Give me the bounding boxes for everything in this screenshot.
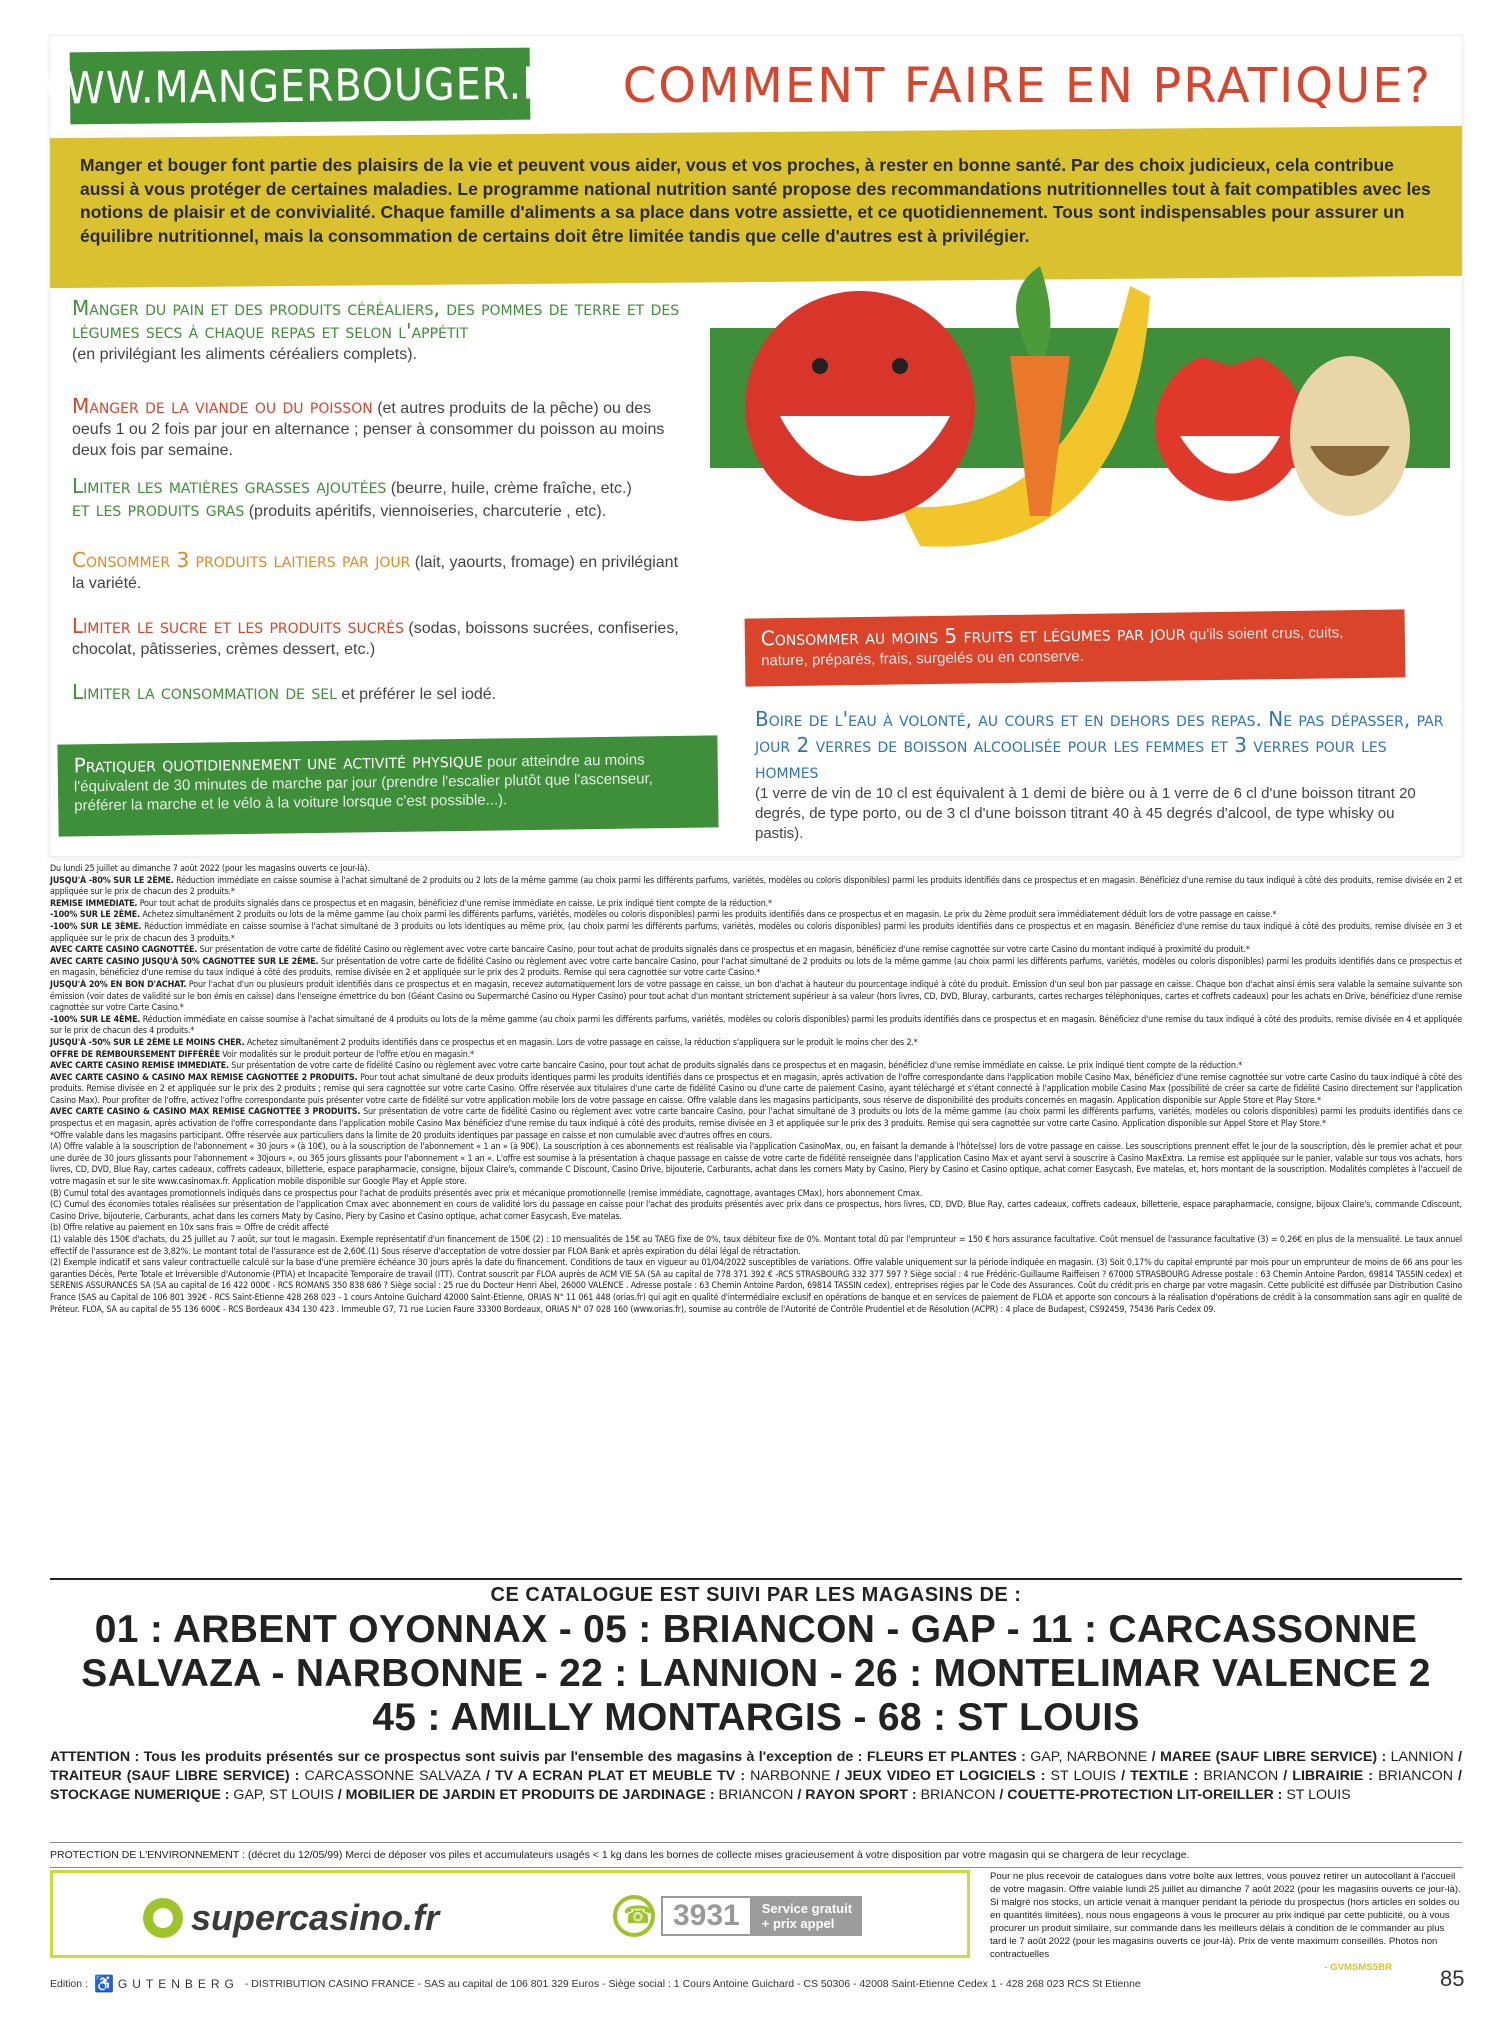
rule-heading-2: et les produits gras [72,497,245,521]
legal-text: (1) valable dès 150€ d'achats, du 25 juillet au 7 août, sur tout le magasin. Exemple représentatif d'un financement de 150€ (2) : 10 mensualités de 15€ au TAEG fixe de 0%, taux débiteur fixe de 0%. Montant total dû par l'emprunteur = 150 € hors assurance facultative. Coût mensuel de l'assurance facultative (3) = 0,26€ en plus de la mensualité. Le taux annuel effectif de l'assurance est de 3,82%. Le montant total de l'assurance est de 2,60€.(1) Sous réserve d'acceptation de votre dossier par FLOA Bank et après expiration du délai légal de rétractation. [50,1235,1462,1257]
supercasino-website: supercasino.fr [191,1897,440,1938]
legal-offer-title: AVEC CARTE CASINO JUSQU'À 50% CAGNOTTEE SUR LE 2ÈME. [50,956,319,967]
legal-text: Sur présentation de votre carte de fidélité Casino ou règlement avec votre carte bancaire Casino, pour tout achat de produits signalés dans ce prospectus et en magasin, bénéficiez d'une remise immédiate en caisse. Le prix indiqué tient compte de la réduction.* [228,1061,1243,1072]
legal-paragraph [50,1038,1462,1050]
legal-terms [50,864,1462,1316]
five-a-day-box [745,609,1406,686]
legal-paragraph [50,1258,1462,1316]
gutenberg-icon: ♿ [93,1976,114,1993]
rule-sugar [72,616,692,660]
page-number: 85 [1440,1966,1465,1991]
exception-department: RAYON SPORT [805,1787,908,1803]
edition-text: - DISTRIBUTION CASINO FRANCE - SAS au capital de 106 801 329 Euros - Siège social : 1 Cours Antoine Guichard - CS 50306 - 42008 Saint-Etienne Cedex 1 - 428 268 023 RCS St Etienne [244,1978,1141,1990]
legal-text: Sur présentation de votre carte de fidélité Casino ou règlement avec votre carte bancaire Casino, pour l'achat simultané de 2 produits ou lots de la même gamme (au choix parmi les différents parfums, variétés, modèles ou coloris disponibles) parmi les produits identifiés dans ce prospectus et en magasin, bénéficiez d'une remise du taux indiqué à côté des produits, remise divisée en 2 et appliquée sur le prix des 2 produits. Remise qui sera cagnottée sur votre carte Casino.* [50,956,1463,979]
legal-paragraph [50,1131,1462,1143]
apple-eye [812,358,828,374]
rule-body: et préférer le sel iodé. [341,686,497,703]
exception-stores: BRIANCON [920,1787,996,1803]
rule-heading: Manger de la viande ou du poisson [72,394,373,418]
activity-heading: Pratiquer quotidiennement une activité physique [73,747,484,778]
stores-line: 45 : AMILLY MONTARGIS - 68 : ST LOUIS [372,1696,1140,1739]
five-a-day-body: qu'ils soient crus, cuits, nature, préparés, frais, surgelés ou en conserve. [761,624,1344,670]
legal-text: Pour l'achat d'un ou plusieurs produit identifiés dans ce prospectus et en magasin, recevez automatiquement lors de votre passage en caisse, un bon d'achat à hauteur du pourcentage indiqué à côté du produit. Emission d'un seul bon par passage en caisse. Chaque bon d'achat ainsi émis sera valable la semaine suivante son émission (voir dates de validité sur le bon émis en caisse) dans l'enseigne émettrice du bon (Géant Casino ou Supermarché Casino ou Hyper Casino) pour tout achat d'un montant strictement supérieur à sa valeur (hors livres, CD, DVD, Bluray, carburants, cartes recharges téléphoniques, cartes et coffrets cadeaux) pour les achats en Drive, bénéficiez d'une remise cagnottée sur votre Carte Casino.* [50,979,1462,1014]
activity-body: pour atteindre au moins l'équivalent de 30 minutes de marche par jour (prendre l'escalier plutôt que l'ascenseur, préférer la marche et le vélo à la voiture lorsque c'est possible...). [73,751,653,815]
exception-stores: BRIANCON [718,1787,794,1803]
intro-text: Manger et bouger font partie des plaisirs de la vie et peuvent vous aider, vous et vos proches, à rester en bonne santé. Par des choix judicieux, cela contribue aussi à vous protéger de certaines maladies. Le programme national nutrition santé propose des recommandations nutritionnelles tout à fait compatibles avec les notions de plaisir et de convivialité. Chaque famille d'aliments a sa place dans votre assiette, et ce quotidiennement. Tous sont indispensables pour assurer un équilibre nutritionnel, mais la consommation de certains doit être limitée tandis que celle d'autres est à privilégier. [80,155,1431,246]
exception-stores: GAP, NARBONNE [1030,1749,1148,1765]
rule-heading: Limiter le sucre et les produits sucrés [72,614,404,638]
water-heading: Boire de l'eau à volonté, au cours et en dehors des repas. Ne pas dépasser, par jour 2 verres de boisson alcoolisée pour les femmes et 3 verres pour les hommes [755,707,1444,783]
promo-note [990,1870,1462,1974]
legal-offer-title: JUSQU'À -80% SUR LE 2ÈME. [50,875,174,886]
rule-body-2: (produits apéritifs, viennoiseries, charcuterie , etc). [248,503,607,520]
rule-heading: Limiter la consommation de sel [72,680,337,704]
legal-offer-title: AVEC CARTE CASINO & CASINO MAX REMISE CAGNOTTEE 2 PRODUITS. [50,1072,358,1083]
mangerbouger-banner[interactable]: WWW.MANGERBOUGER.FR [70,48,531,125]
legal-offer-title: REMISE IMMEDIATE. [50,898,138,909]
legal-text: Achetez simultanément 2 produits ou lots de la même gamme (au choix parmi les différents parfums, variétés, modèles ou coloris disponibles) parmi les produits identifiés dans ce prospectus et en magasin. Le prix du 2ème produit sera immédiatement déduit lors de votre passage en caisse.* [140,910,1277,921]
legal-text: (C) Cumul des économies totales réalisées sur présentation de l'application Cmax avec abonnement en cours de validité lors du passage en caisse pour l'achat des produits présentés avec prix dans ce prospectus, hors livres, CD, DVD, Blue Ray, cartes cadeaux, coffrets cadeaux, billetterie, espace parapharmacie, consigne, bijoux Claire's, commande Cdiscount, Casino Drive, bijouterie, Carburants, achat dans les corners Maty by Casino, Piery by Casino et Casino optique, achat corner Easycash, Eve matelas. [50,1200,1462,1222]
legal-text: (2) Exemple indicatif et sans valeur contractuelle calculé sur la base d'une première échéance 30 jours après la date du financement. Conditions de taux en vigueur au 01/04/2022 susceptibles de variations. Offre valable uniquement sur la période indiquée en magasin. (3) Soit 0,17% du capital emprunté par mois pour un emprunteur de moins de 66 ans pour les garanties Décès, Perte Totale et Irréversible d'Autonomie (PTIA) et Incapacité Temporaire de travail (ITT). Contrat souscrit par FLOA auprès de ACM VIE SA (SA au capital de 778 371 392 € -RCS STRASBOURG 332 377 597 ? Siège social : 4 rue Frédéric-Guillaume Raiffeisen ? 67000 STRASBOURG Adresse postale : 63 Chemin Antoine Pardon, 69814 TASSIN cedex) et SERENIS ASSURANCES SA (SA au capital de 16 422 000€ - RCS ROMANS 350 838 686 ? Siège social : 25 rue du Docteur Henri Abel, 26000 VALENCE . Adresse postale : 63 Chemin Antoine Pardon, 69814 TASSIN cedex), entreprises régies par le Code des Assurances. Coût du crédit pris en charge par votre magasin. Cette publicité est diffusée par Distribution Casino France (SAS au Capital de 106 801 392€ - RCS Saint-Etienne 428 268 023 - 1 cours Antoine Guichard 42000 Saint-Etienne, ORIAS N° 11 061 448 (orias.fr) qui agit en qualité d'intermédiaire exclusif en opérations de banque et en services de paiement de FLOA et apporte son concours à la réalisation d'opérations de crédit à la consommation sans agir en qualité de Prêteur. FLOA, SA au capital de 55 136 600€ - RCS Bordeaux 434 130 423 . Immeuble G7, 71 rue Lucien Faure 33300 Bordeaux, ORIAS N° 07 028 160 (www.orias.fr), soumise au contrôle de l'Autorité de Contrôle Prudentiel et de Résolution (ACPR) : 4 place de Budapest, CS92459, 75436 Paris Cedex 09. [50,1258,1462,1315]
legal-text: (B) Cumul total des avantages promotionnels indiqués dans ce prospectus pour l'achat de produits présentés avec prix et mécanique promotionnelle (remise immédiate, cagnottage, avantages CMax), hors abonnement Cmax. [50,1188,923,1199]
legal-text: Sur présentation de votre carte de fidélité Casino ou règlement avec votre carte bancaire Casino, pour tout achat de produits signalés dans ce prospectus et en magasin, bénéficiez d'une remise cagnottée sur votre carte Casino du montant indiqué à proximité du produit.* [197,945,1250,956]
supercasino-icon [143,1898,183,1938]
exception-department: MAREE (SAUF LIBRE SERVICE) [1159,1749,1378,1765]
rule-fats [72,476,712,522]
exception-stores: ST LOUIS [1050,1768,1117,1784]
phone-number: 3931 [661,1896,752,1936]
legal-text: Pour tout achat simultané de deux produits identiques parmi les produits identifiés dans ce prospectus et en magasin, après activation de l'offre correspondante dans l'application mobile Casino Max, bénéficiez d'une remise cagnottée sur votre carte Casino du taux indiqué à côté des produits. Remise divisée en 2 et appliquée sur le prix des 2 produits ; remise qui sera cagnottée sur votre carte Casino. Offre réservée aux titulaires d'une carte de fidélité Casino ou d'une carte de paiement Casino, ayant téléchargé et s'étant connecté à l'application mobile Casino Max (possibilité de créer sa carte de fidélité Casino directement sur l'application Casino Max). Pour profiter de l'offre, activez l'offre correspondante puis présenter votre carte de fidélité sur votre application mobile lors de votre passage en caisse. Offre valable dans les magasins participants, sous réserve de disponibilité des produits concernés en magasin. Application disponible sur Apple Store et Play Store.* [50,1072,1462,1106]
legal-text: (A) Offre valable à la souscription de l'abonnement « 30 jours » (à 10€), ou à la souscription de l'abonnement « 1 an » (à 90€). La souscription à ces abonnements est réalisable via l'application CasinoMax, ou, en faisant la demande à l'hôte(sse) lors de votre passage en caisse. Les souscriptions prennent effet le jour de la souscription, dès le premier achat et pour une durée de 30 jours glissants pour l'abonnement « 30jours », ou 365 jours glissants pour l'abonnement « 1 an ». L'offre est soumise à la présentation à chaque passage en caisse de votre carte de fidélité renseignée dans l'application Casino Max et ayant servi à souscrire à Casino MaxExtra. La remise est appliquée sur le panier, valable sur tous vos achats, hors livres, CD, DVD, Blue Ray, cartes cadeaux, coffrets cadeaux, billetterie, espace parapharmacie, consigne, bijoux Claire's, commande C Discount, Casino Drive, bijouterie, Carburants, achat dans les corners Maty by Casino, Piery by Casino et Casino optique, achat corner Easycash, Eve matelas, et, hors montant de la souscription. Modalités complètes à l'accueil de votre magasin et sur le site www.casinomax.fr. Application mobile disponible sur Google Play et Apple store. [50,1142,1462,1188]
legal-text: Voir modalités sur le produit porteur de l'offre et/ou en magasin.* [219,1049,474,1060]
rule-salt [72,682,692,705]
footer-box [50,1870,970,1958]
rule-cereals [72,298,692,365]
panel-title: COMMENT FAIRE EN PRATIQUE? [622,58,1432,114]
legal-text: Achetez simultanément 2 produits identifiés dans ce prospectus et en magasin. Lors de votre passage en caisse, la réduction s'appliquera sur le produit le moins cher des 2.* [244,1037,918,1048]
legal-paragraph [50,876,1462,899]
legal-text: Réduction immédiate en caisse soumise à l'achat simultané de 4 produits ou lots de la même gamme (au choix parmi les différents parfums, variétés, modèles ou coloris disponibles) parmi les produits identifiés dans ce prospectus et en magasin. Bénéficiez d'une remise du taux indiqué à côté des produits, remise divisée en 4 et appliquée sur le prix de chacun des 4 produits.* [50,1014,1462,1037]
apple [745,291,975,521]
legal-text: (b) Offre relative au paiement en 10x sans frais = Offre de crédit affecté [50,1223,329,1234]
exception-department: TRAITEUR (SAUF LIBRE SERVICE) [50,1768,290,1784]
gutenberg-logo [94,1974,239,1994]
printer-name: GUTENBERG [117,1977,239,1991]
rule-dairy [72,550,692,594]
legal-offer-title: JUSQU'À 20% EN BON D'ACHAT. [50,979,187,990]
legal-text: Sur présentation de votre carte de fidélité Casino ou règlement avec votre carte bancaire Casino, pour l'achat simultané de 3 produits ou lots de la même gamme (au choix parmi les différents parfums, variétés, modèles ou coloris disponibles) parmi les produits identifiés dans ce prospectus et en magasin, après activation de l'offre correspondante dans l'application mobile Casino Max bénéficiez d'une remise du taux indiqué à côté des produits, remise divisée en 3 et appliquée sur le prix des 3 produits. Remise qui sera cagnottée sur votre carte Casino. Application disponible sur Appel Store et Play Store.* [50,1107,1462,1130]
legal-paragraph [50,1107,1462,1130]
exception-stores: NARBONNE [750,1768,831,1784]
legal-offer-title: JUSQU'À -50% SUR LE 2ÈME LE MOINS CHER. [50,1037,245,1048]
rule-meat-fish [72,396,692,461]
promo-note-text: Pour ne plus recevoir de catalogues dans votre boîte aux lettres, vous pouvez retirer un autocollant à l'accueil de votre magasin. Offre valable lundi 25 juillet au dimanche 7 août 2022 (pour les magasins ouverts ce jour-là). Si malgré nos stocks, un article venait à manquer pendant la période du prospectus (hors articles en soldes ou en quantités limitées), nous nous engageons à vous le procurer au prix indiqué par cette publicité, ou à vous procurer un produit similaire, sur commande dans les meilleurs délais à condition de le commander au plus tard le 7 août 2022 (pour les magasins ouverts ce jour-là). Prix de vente maximum conseillés. Photos non contractuelles [990,1871,1461,1960]
rule-body: (sodas, boissons sucrées, confiseries, chocolat, pâtisseries, crèmes dessert, etc.) [72,620,679,658]
stores-line: SALVAZA - NARBONNE - 22 : LANNION - 26 : MONTELIMAR VALENCE 2 [81,1652,1431,1695]
legal-paragraph [50,1189,1462,1201]
legal-offer-title: AVEC CARTE CASINO REMISE IMMEDIATE. [50,1061,229,1072]
legal-text: Pour tout achat de produits signalés dans ce prospectus et en magasin, bénéficiez d'une remise immédiate en caisse. Le prix indiqué tient compte de la réduction.* [137,898,772,909]
legal-paragraph [50,980,1462,1015]
attention-notice: ATTENTION : Tous les produits présentés sur ce prospectus sont suivis par l'ensemble des magasins à l'exception de : FLEURS ET PLANTES : GAP, NARBONNE / MAREE (SAUF LIBRE SERVICE) : LANNION / TRAITEUR (SAUF LIBRE SERVICE) : CARCASSONNE SALVAZA / TV A ECRAN PLAT ET MEUBLE TV : NARBONNE / JEUX VIDEO ET LOGICIELS : ST LOUIS / TEXTILE : BRIANCON / LIBRAIRIE : BRIANCON / STOCKAGE NUMERIQUE : GAP, ST LOUIS / MOBILIER DE JARDIN ET PRODUITS DE JARDINAGE : BRIANCON / RAYON SPORT : BRIANCON / COUETTE-PROTECTION LIT-OREILLER : ST LOUIS [50,1749,1463,1803]
exception-department: TEXTILE [1130,1768,1189,1784]
exception-stores: BRIANCON [1203,1768,1279,1784]
water-advice [755,706,1445,844]
rule-heading: Limiter les matières grasses ajoutées [72,474,387,498]
stores-list [50,1608,1462,1740]
rule-body: (lait, yaourts, fromage) en privilégiant la variété. [72,554,679,592]
legal-paragraph [50,1223,1462,1235]
exception-department: STOCKAGE NUMERIQUE [50,1787,221,1803]
attention-lead: ATTENTION : Tous les produits présentés sur ce prospectus sont suivis par l'ensemble des magasins à l'exception de : [50,1749,863,1765]
exception-stores: LANNION [1390,1749,1454,1765]
rule-body: (et autres produits de la pêche) ou des oeufs 1 ou 2 fois par jour en alternance ; penser à consommer du poisson au moins deux fois par semaine. [72,400,665,459]
legal-paragraph [50,1015,1462,1038]
service-line: Service gratuit [761,1901,853,1916]
potato [1290,356,1410,516]
stores-heading: CE CATALOGUE EST SUIVI PAR LES MAGASINS DE : [490,1584,1022,1606]
tomato [1155,351,1305,501]
legal-paragraph [50,945,1462,957]
legal-paragraph [50,1061,1462,1073]
customer-service[interactable] [613,1895,862,1937]
exception-department: LIBRAIRIE [1292,1768,1364,1784]
divider [50,1578,1462,1580]
exception-department: MOBILIER DE JARDIN ET PRODUITS DE JARDINAGE [345,1787,706,1803]
legal-paragraph [50,864,1462,876]
exception-department: JEUX VIDEO ET LOGICIELS [844,1768,1036,1784]
rule-body: (beurre, huile, crème fraîche, etc.) [390,480,632,497]
legal-text: Réduction immédiate en caisse soumise à l'achat simultané de 2 produits ou 2 lots de la même gamme (au choix parmi les différents parfums, variétés, modèles ou coloris disponibles) parmi les produits identifiés dans ce prospectus et en magasin. Bénéficiez d'une remise du taux indiqué à côté des produits, remise divisée en 2 et appliquée sur le prix de chacun des 2 produits.* [50,875,1462,898]
phone-icon [613,1895,655,1937]
environment-notice: PROTECTION DE L'ENVIRONNEMENT : (décret du 12/05/99) Merci de déposer vos piles et accumulateurs usagés < 1 kg dans les bornes de collecte mises gracieusement à votre disposition par votre magasin qui se chargera de leur recyclage. [50,1842,1462,1868]
legal-paragraph [50,957,1462,980]
five-a-day-heading: Consommer au moins 5 fruits et légumes par jour [760,620,1186,651]
legal-offer-title: -100% SUR LE 4ÈME. [50,1014,141,1025]
legal-paragraph [50,910,1462,922]
legal-paragraph [50,1073,1462,1108]
legal-text: Réduction immédiate en caisse soumise à l'achat simultané de 3 produits ou lots identiques au même prix, (au choix parmi les différents parfums, variétés, modèles ou coloris disponibles) parmi les produits identifiés dans ce prospectus et en magasin. Bénéficiez d'une remise du taux indiqué à côté des produits, remise divisée en 3 et appliquée sur le prix de chacun des 3 produits.* [50,921,1462,944]
legal-offer-title: AVEC CARTE CASINO CAGNOTTÉE. [50,945,198,956]
legal-text: *Offre valable dans les magasins participant. Offre réservée aux particuliers dans la limite de 20 produits identiques par passage en caisse et non cumulable avec d'autres offres en cours. [50,1130,773,1141]
exception-department: FLEURS ET PLANTES [866,1749,1017,1765]
rule-heading: Consommer 3 produits laitiers par jour [72,548,411,572]
apple-eye [892,358,908,374]
exception-department: COUETTE-PROTECTION LIT-OREILLER [1007,1787,1274,1803]
legal-offer-title: -100% SUR LE 2ÈME. [50,910,140,921]
edition-label: Edition : [50,1978,88,1990]
service-label [752,1896,862,1936]
smiling-fruits-illustration [710,256,1450,596]
stores-line: 01 : ARBENT OYONNAX - 05 : BRIANCON - GAP - 11 : CARCASSONNE [94,1608,1418,1651]
legal-paragraph [50,899,1462,911]
catalogue-code: - GVMSMS5BR [1324,1962,1392,1973]
service-line: + prix appel [761,1916,835,1931]
rule-body: (en privilégiant les aliments céréaliers complets). [72,346,418,363]
legal-offer-title: OFFRE DE REMBOURSEMENT DIFFÉRÉE [50,1049,220,1060]
legal-paragraph [50,922,1462,945]
exception-stores: BRIANCON [1378,1768,1453,1784]
legal-offer-title: AVEC CARTE CASINO & CASINO MAX REMISE CAGNOTTEE 3 PRODUITS. [50,1107,361,1118]
exception-stores: CARCASSONNE SALVAZA [304,1768,481,1784]
exception-stores: ST LOUIS [1286,1787,1351,1803]
water-body: (1 verre de vin de 10 cl est équivalent à 1 demi de bière ou à 1 verre de 6 cl d'une boisson titrant 20 degrés, de type porto, ou de 3 cl d'une boisson titrant 40 à 45 degrés d'alcool, de type whisky ou pastis). [755,785,1416,842]
legal-paragraph [50,1200,1462,1223]
edition-line [50,1974,1350,1994]
legal-paragraph [50,1235,1462,1258]
nutrition-panel [25,36,1462,856]
supercasino-logo[interactable] [143,1897,439,1939]
exception-stores: GAP, ST LOUIS [233,1787,334,1803]
legal-paragraph [50,1142,1462,1188]
legal-offer-title: -100% SUR LE 3ÈME. [50,921,142,932]
exception-department: TV A ECRAN PLAT ET MEUBLE TV [494,1768,736,1784]
legal-paragraph [50,1050,1462,1062]
activity-box [57,735,718,836]
rule-heading: Manger du pain et des produits céréaliers, des pommes de terre et des légumes secs à chaque repas et selon l'appétit [72,296,680,343]
legal-text: Du lundi 25 juillet au dimanche 7 août 2022 (pour les magasins ouverts ce jour-là). [50,864,370,874]
